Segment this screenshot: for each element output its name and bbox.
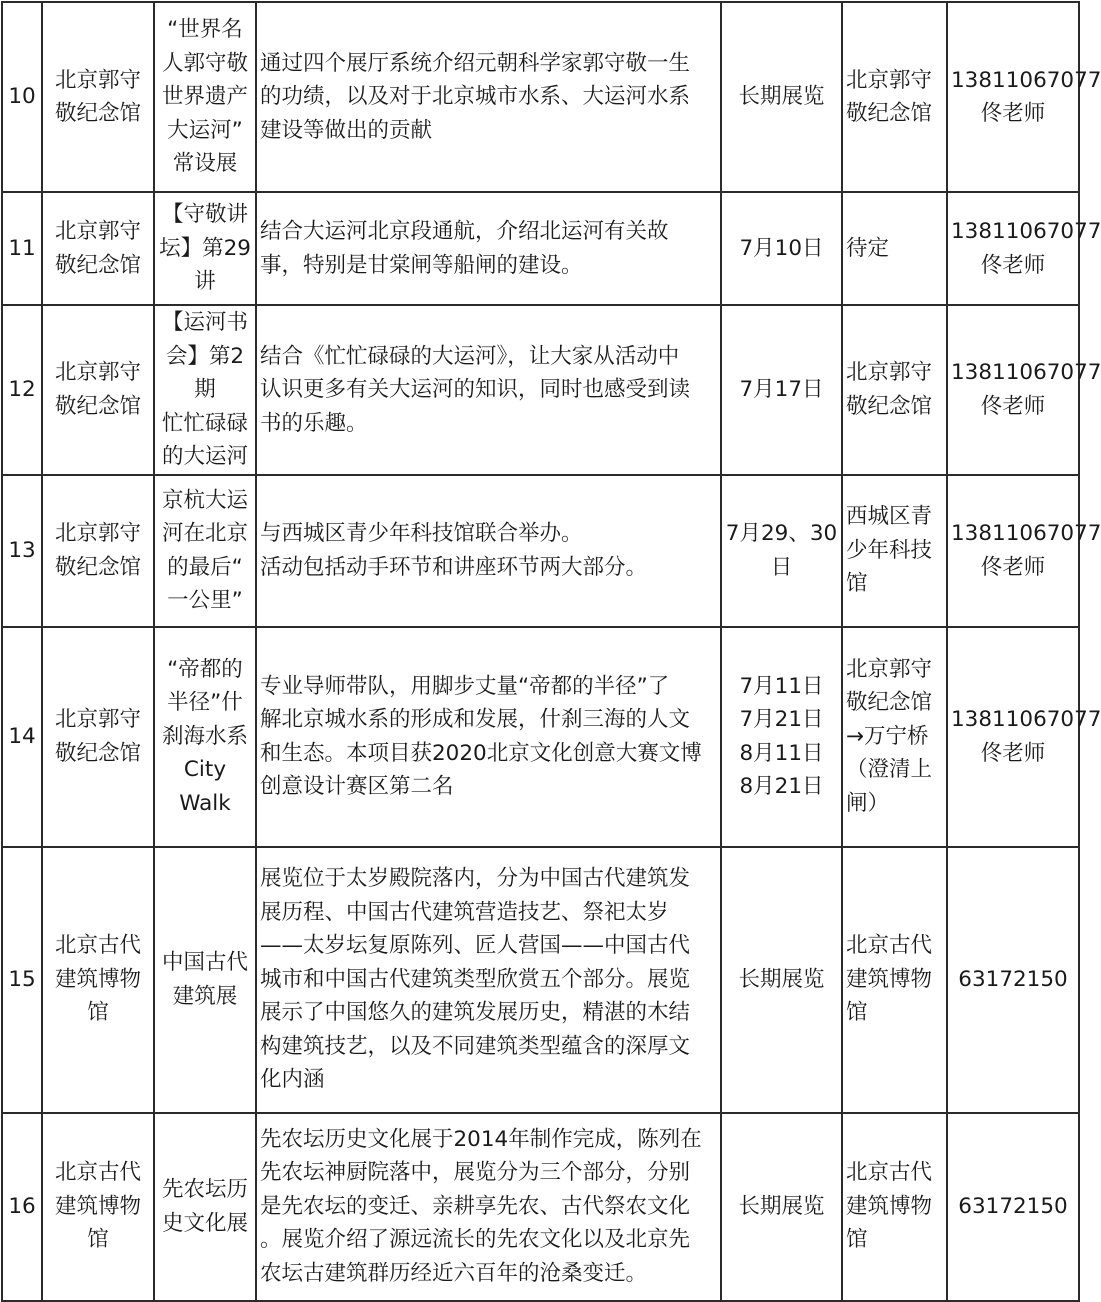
- table-row: [2, 847, 1079, 1113]
- venue-cell: 北京郭守 敬纪念馆: [42, 627, 154, 847]
- row-number: 16: [2, 1113, 42, 1301]
- table-row: [2, 475, 1079, 627]
- row-number: 14: [2, 627, 42, 847]
- activity-title-cell: “帝都的 半径”什 刹海水系 City Walk: [154, 627, 256, 847]
- table-row: [2, 192, 1079, 305]
- activity-title-cell: 【守敬讲 坛】第29 讲: [154, 192, 256, 305]
- contact-cell: [947, 305, 1101, 475]
- activity-title-cell: 【运河书 会】第2期 忙忙碌碌 的大运河: [154, 305, 256, 475]
- row-number: 12: [2, 305, 42, 475]
- location-cell: 北京郭守 敬纪念馆: [842, 2, 947, 192]
- location-cell: 北京古代 建筑博物 馆: [842, 847, 947, 1113]
- location-cell: 待定: [842, 192, 947, 305]
- contact-phone: 13811067077: [951, 521, 1101, 546]
- venue-cell: 北京古代 建筑博物 馆: [42, 847, 154, 1113]
- date-cell: 长期展览: [721, 2, 842, 192]
- contact-phone: 63172150: [958, 1193, 1068, 1219]
- description-cell: 结合大运河北京段通航，介绍北运河有关故 事，特别是甘棠闸等船闸的建设。: [256, 192, 721, 305]
- contact-cell: [947, 847, 1079, 1113]
- venue-cell: 北京郭守 敬纪念馆: [42, 475, 154, 627]
- description-cell: 专业导师带队，用脚步丈量“帝都的半径”了 解北京城水系的形成和发展，什刹三海的人文 和生态。本项目获2020北京文化创意大赛文博 创意设计赛区第二名: [256, 627, 721, 847]
- table-row: [2, 2, 1079, 192]
- contact-phone: 13811067077: [951, 67, 1101, 93]
- contact-cell: [947, 192, 1101, 305]
- row-number: 11: [2, 192, 42, 305]
- activity-title-cell: 先农坛历 史文化展: [154, 1113, 256, 1301]
- date-cell: 长期展览: [721, 1113, 842, 1301]
- venue-cell: 北京郭守 敬纪念馆: [42, 2, 154, 192]
- activity-title-cell: “世界名 人郭守敬 世界遗产 大运河” 常设展: [154, 2, 256, 192]
- contact-phone: 63172150: [958, 966, 1068, 992]
- contact-person: 佟老师: [980, 393, 1046, 419]
- row-number: 13: [2, 475, 42, 627]
- date-cell: 7月11日 7月21日 8月11日 8月21日: [721, 627, 842, 847]
- events-table: [1, 1, 1101, 1302]
- contact-person: 佟老师: [980, 554, 1046, 580]
- location-cell: 北京古代 建筑博物 馆: [842, 1113, 947, 1301]
- row-number: 15: [2, 847, 42, 1113]
- date-cell: 7月10日: [721, 192, 842, 305]
- table-row: [2, 305, 1079, 475]
- venue-cell: 北京古代 建筑博物 馆: [42, 1113, 154, 1301]
- table-row: [2, 627, 1079, 847]
- description-cell: 与西城区青少年科技馆联合举办。 活动包括动手环节和讲座环节两大部分。: [256, 475, 721, 627]
- contact-person: 佟老师: [980, 252, 1046, 278]
- table-row: [2, 1113, 1079, 1301]
- date-cell: 长期展览: [721, 847, 842, 1113]
- location-cell: 北京郭守 敬纪念馆: [842, 305, 947, 475]
- contact-person: 佟老师: [980, 740, 1046, 766]
- contact-phone: 13811067077: [951, 219, 1101, 244]
- description-cell: 先农坛历史文化展于2014年制作完成，陈列在 先农坛神厨院落中，展览分为三个部分，分别 是先农坛的变迁、亲耕享先农、古代祭农文化 。展览介绍了源远流长的先农文化以及北京先 农坛古建筑群历经近六百年的沧桑变迁。: [256, 1113, 721, 1301]
- date-cell: 7月17日: [721, 305, 842, 475]
- description-cell: 结合《忙忙碌碌的大运河》，让大家从活动中 认识更多有关大运河的知识，同时也感受到读 书的乐趣。: [256, 305, 721, 475]
- contact-cell: [947, 627, 1101, 847]
- location-cell: 北京郭守 敬纪念馆 →万宁桥 （澄清上 闸）: [842, 627, 947, 847]
- location-cell: 西城区青 少年科技 馆: [842, 475, 947, 627]
- row-number: 10: [2, 2, 42, 192]
- contact-phone: 13811067077: [951, 360, 1101, 386]
- date-cell: 7月29、30 日: [721, 475, 842, 627]
- activity-title-cell: 京杭大运 河在北京 的最后“ 一公里”: [154, 475, 256, 627]
- contact-cell: [947, 475, 1101, 627]
- contact-cell: [947, 1113, 1079, 1301]
- description-cell: 通过四个展厅系统介绍元朝科学家郭守敬一生 的功绩，以及对于北京城市水系、大运河水系 建设等做出的贡献: [256, 2, 721, 192]
- contact-person: 佟老师: [980, 101, 1046, 126]
- venue-cell: 北京郭守 敬纪念馆: [42, 192, 154, 305]
- contact-phone: 13811067077: [951, 707, 1101, 732]
- description-cell: 展览位于太岁殿院落内，分为中国古代建筑发 展历程、中国古代建筑营造技艺、祭祀太岁 ——太岁坛复原陈列、匠人营国——中国古代 城市和中国古代建筑类型欣赏五个部分。展览 展示了中国悠久的建筑发展历史，精湛的木结 构建筑技艺，以及不同建筑类型蕴含的深厚文 化内涵: [256, 847, 721, 1113]
- contact-cell: [947, 2, 1101, 192]
- activity-title-cell: 中国古代 建筑展: [154, 847, 256, 1113]
- venue-cell: 北京郭守 敬纪念馆: [42, 305, 154, 475]
